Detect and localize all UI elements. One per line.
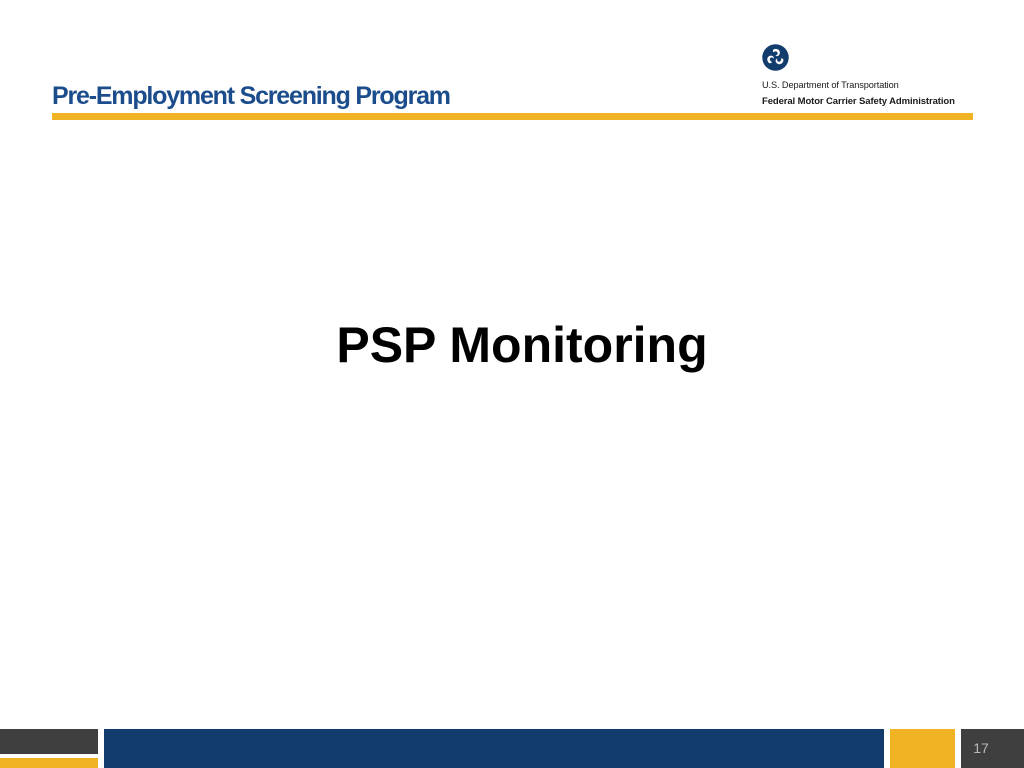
footer-grey-block-left — [0, 729, 98, 754]
presentation-title: Pre-Employment Screening Program — [52, 82, 450, 110]
footer-navy-bar — [104, 729, 884, 768]
footer-gold-block-left — [0, 758, 98, 768]
slide-title: PSP Monitoring — [336, 317, 708, 373]
department-name: U.S. Department of Transportation — [762, 80, 899, 90]
dot-triskelion-logo-icon — [762, 44, 789, 71]
agency-logo — [762, 44, 974, 110]
page-number: 17 — [973, 740, 989, 756]
header-divider — [52, 113, 973, 120]
footer-gold-block-right — [890, 729, 955, 768]
administration-name: Federal Motor Carrier Safety Administration — [762, 96, 955, 107]
